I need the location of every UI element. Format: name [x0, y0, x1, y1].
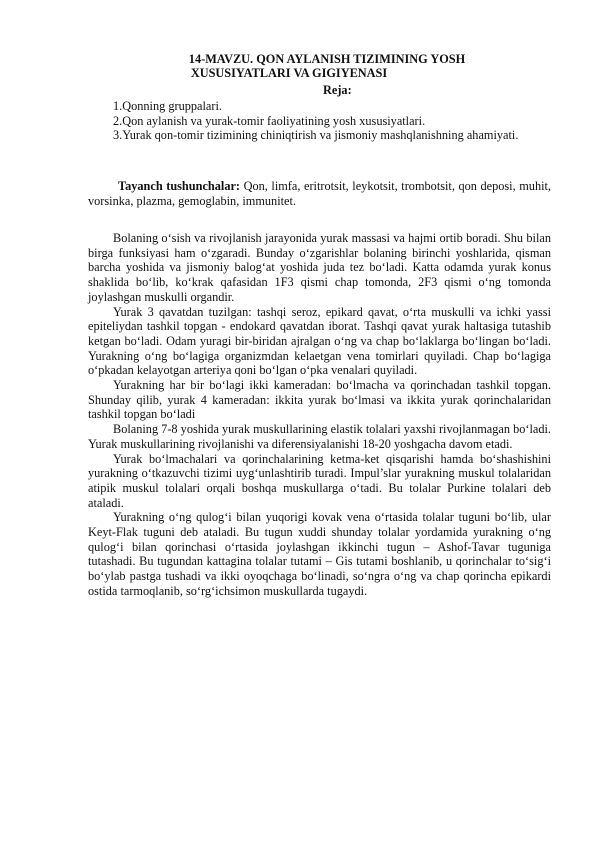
document-title-line-2: XUSUSIYATLARI VA GIGIYENASI [190, 66, 388, 80]
plan-list [88, 99, 551, 143]
paragraph: Bolaning 7-8 yoshida yurak muskullarining elastik tolalari yaxshi rivojlanmagan bo‘ladi. Yurak muskullarining rivojlanishi va diferensiyalanishi 18-20 yoshgacha davom etadi. [88, 422, 551, 451]
paragraph: Yurak bo‘lmachalari va qorinchalarining ketma-ket qisqarishi hamda bo‘shashishini yurakning o‘tkazuvchi tizimi uyg‘unlashtirib turadi. Impul’slar yurakning muskul tolalaridan atipik muskul tolalari orqali boshqa muskullarga o‘tadi. Bu tolalar Purkine tolalari deb ataladi. [88, 451, 551, 510]
document-title-line-1: 14-MAVZU. QON AYLANISH TIZIMINING YOSH [188, 52, 466, 66]
paragraph: Yurak 3 qavatdan tuzilgan: tashqi seroz, epikard qavat, o‘rta muskulli va ichki yassi epiteliydan tashkil topgan - endokard qavatdan iborat. Tashqi qavat yurak haltasiga tutashib ketgan bo‘ladi. Odam yuragi bir-biridan ajralgan o‘ng va chap bo‘laklarga bo‘lingan bo‘ladi. Yurakning o‘ng bo‘lagiga organizmdan kelaetgan vena tomirlari quyiladi. Chap bo‘lagiga o‘pkadan kelayotgan arteriya qoni bo‘lgan o‘pka venalari quyiladi. [88, 304, 551, 378]
plan-item: 1.Qonning gruppalari. [113, 99, 222, 113]
body-text [88, 231, 551, 599]
paragraph: Bolaning o‘sish va rivojlanish jarayonida yurak massasi va hajmi ortib boradi. Shu bilan birga funksiyasi ham o‘zgaradi. Bunday o‘zgarishlar bolaning birinchi yoshlarida, qisman barcha yoshida va jismoniy balog‘at yoshida juda tez bo‘ladi. Katta odamda yurak konus shaklida bo‘lib, ko‘krak qafasidan 1F3 qismi chap tomonda, 2F3 qismi o‘ng tomonda joylashgan muskulli organdir. [88, 231, 551, 304]
plan-heading: Reja: [323, 83, 352, 97]
key-terms-label: Tayanch tushunchalar: [118, 179, 241, 193]
key-terms-text: Qon, limfa, eritrotsit, leykotsit, trombotsit, qon deposi, muhit, vorsinka, plazma, gemoglabin, immunitet. [88, 179, 552, 208]
paragraph: Yurakning har bir bo‘lagi ikki kameradan: bo‘lmacha va qorinchadan tashkil topgan. Shunday qilib, yurak 4 kameradan: ikkita yurak bo‘lmasi va ikkita yurak qorinchalaridan tashkil topgan bo‘ladi [88, 378, 551, 422]
paragraph: Yurakning o‘ng qulog‘i bilan yuqorigi kovak vena o‘rtasida tolalar tuguni bo‘lib, ular Keyt-Flak tuguni deb ataladi. Bu tugun xuddi shunday tolalar yordamida yurakning o‘ng qulog‘i bilan qorinchasi o‘rtasida joylashgan ikkinchi tugun – Ashof-Tavar tuguniga tutashadi. Bu tugundan kattagina tolalar tutami – Gis tutami boshlanib, u qorinchalar to‘sig‘i bo‘ylab pastga tushadi va ikki oyoqchaga bo‘linadi, so‘ngra o‘ng va chap qorincha epikardi ostida tarmoqlanib, so‘rg‘ichsimon muskullarda tugaydi. [88, 510, 551, 598]
plan-item: 3.Yurak qon-tomir tizimining chiniqtirish va jismoniy mashqlanishning ahamiyati. [113, 128, 519, 143]
key-terms [88, 179, 551, 208]
plan-item: 2.Qon aylanish va yurak-tomir faoliyatining yosh xususiyatlari. [113, 113, 426, 128]
